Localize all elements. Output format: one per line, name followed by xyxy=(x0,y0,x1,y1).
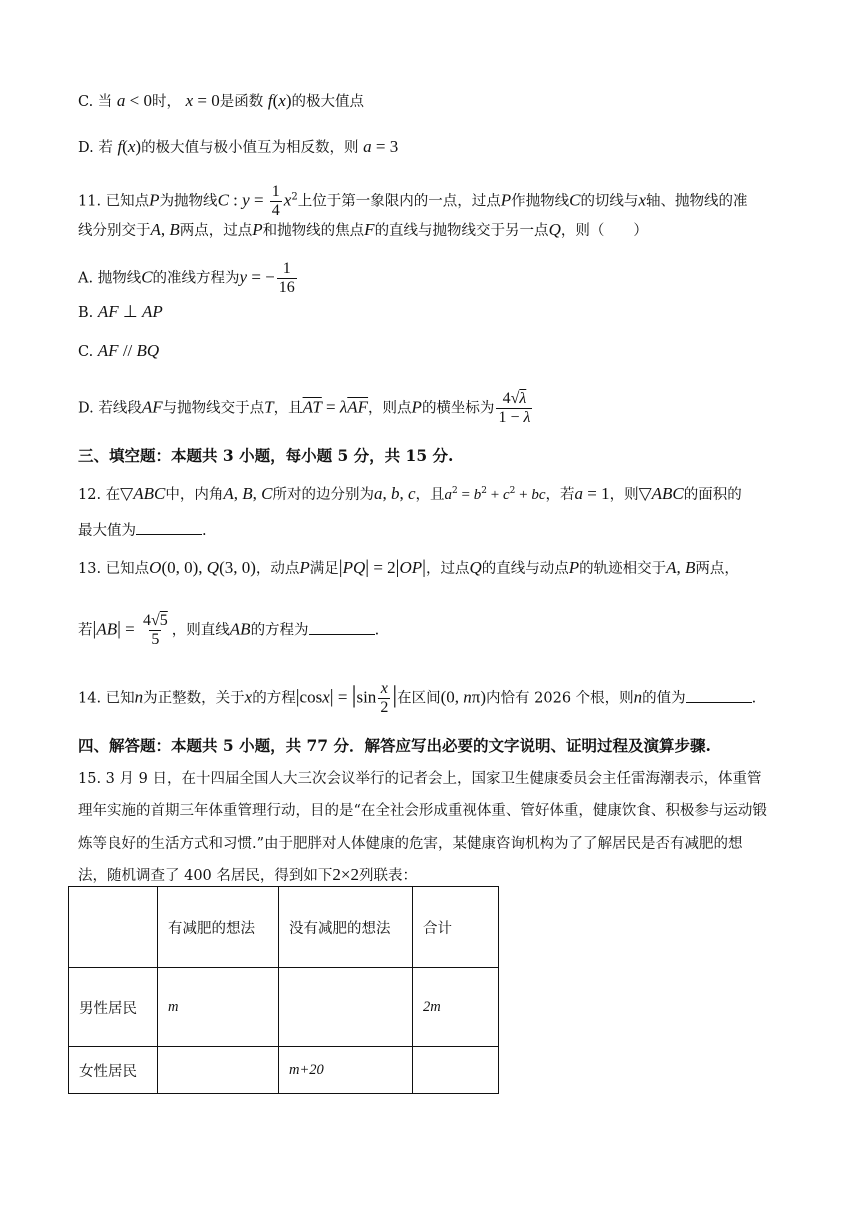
table-header-cell xyxy=(69,887,158,968)
table-cell xyxy=(413,1047,499,1094)
q15-paragraph-line3: 炼等良好的生活方式和习惯.”由于肥胖对人体健康的危害，某健康咨询机构为了了解居民是否有减肥的想 xyxy=(78,836,743,852)
table-cell: 女性居民 xyxy=(69,1047,158,1094)
table-cell: 男性居民 xyxy=(69,968,158,1047)
q11-option-b: B. AF ⊥ AP xyxy=(78,302,163,321)
q15-paragraph-line1: 15. 3 月 9 日，在十四届全国人大三次会议举行的记者会上，国家卫生健康委员会主任雷海潮表示，体重管 xyxy=(78,771,762,787)
table-cell: m xyxy=(158,968,279,1047)
fraction-4sqrt5-over-5: $\frac{4√5}{5}$ xyxy=(143,612,168,648)
fraction-4sqrt-lambda: $\frac{4√\lambda}{1 - \lambda}$ xyxy=(498,390,531,426)
table-header-cell: 没有减肥的想法 xyxy=(279,887,413,968)
q13-stem-line2: 若|AB| = $\frac{4√5}{5}$ ，则直线AB的方程为 . xyxy=(78,612,380,648)
fraction-x-over-2: $\frac{x}{2}$ xyxy=(380,680,389,716)
answer-blank[interactable] xyxy=(686,688,752,703)
q15-paragraph-line4: 法，随机调查了 400 名居民，得到如下2×2列联表： xyxy=(78,865,417,884)
q11-stem-line2: 线分别交于A, B两点，过点P和抛物线的焦点F的直线与抛物线交于另一点Q，则（ ） xyxy=(78,220,648,239)
table-row xyxy=(69,1047,499,1094)
q11-stem-line1: 11. 已知点P为抛物线C : y = $\frac{1}{4}$ $x^2$上位于第一象限内的一点，过点P作抛物线C的切线与x轴、抛物线的准 xyxy=(78,183,748,219)
q12-stem-line1: 12. 在▽ABC中，内角A, B, C所对的边分别为a, b, c，且$a^2 = b^2 + c^2$ + bc，若a = 1，则▽ABC的面积的 xyxy=(78,483,742,503)
fraction-one-quarter: $\frac{1}{4}$ xyxy=(271,183,280,219)
table-header-cell: 合计 xyxy=(413,887,499,968)
q11-option-a: A. 抛物线C的准线方程为y = − $\frac{1}{16}$ xyxy=(78,260,295,296)
q10-option-c: C. 当 a < 0时， x = 0是函数 f(x)的极大值点 xyxy=(78,91,364,110)
q10-option-d: D. 若 f(x)的极大值与极小值互为相反数，则 a = 3 xyxy=(78,137,399,156)
q11-option-d: D. 若线段AF与抛物线交于点T，且$\overline{AT} = \lambda\overline{AF}$，则点P的横坐标为 $\frac{4√\lambda}{1 - \lambda}$ xyxy=(78,390,531,426)
q15-paragraph-line2: 理年实施的首期三年体重管理行动，目的是“在全社会形成重视体重、管好体重，健康饮食、积极参与运动锻 xyxy=(78,803,767,819)
section4-title: 四、解答题：本题共 5 小题，共 77 分．解答应写出必要的文字说明、证明过程及演算步骤. xyxy=(78,736,711,755)
table-cell xyxy=(279,968,413,1047)
q12-stem-line2: 最大值为 . xyxy=(78,520,207,541)
table-cell xyxy=(158,1047,279,1094)
table-row xyxy=(69,968,499,1047)
table-header-row xyxy=(69,887,499,968)
contingency-table xyxy=(68,886,499,1094)
q13-stem-line1: 13. 已知点O(0, 0), Q(3, 0)，动点P满足|PQ| = 2|OP|，过点Q的直线与动点P的轨迹相交于A, B两点， xyxy=(78,557,739,578)
answer-blank[interactable] xyxy=(136,520,202,535)
table-cell: m+20 xyxy=(279,1047,413,1094)
table-header-cell: 有减肥的想法 xyxy=(158,887,279,968)
q14-stem: 14. 已知n为正整数，关于x的方程|cosx| = |sin $\frac{x}{2}$ |在区间(0, nπ)内恰有 2026 个根，则n的值为 . xyxy=(78,680,757,716)
table-cell: 2m xyxy=(413,968,499,1047)
q11-option-c: C. AF // BQ xyxy=(78,341,160,360)
fraction-one-sixteenth: $\frac{1}{16}$ xyxy=(278,260,295,296)
section3-title: 三、填空题：本题共 3 小题，每小题 5 分，共 15 分. xyxy=(78,446,454,465)
answer-blank[interactable] xyxy=(309,620,375,635)
